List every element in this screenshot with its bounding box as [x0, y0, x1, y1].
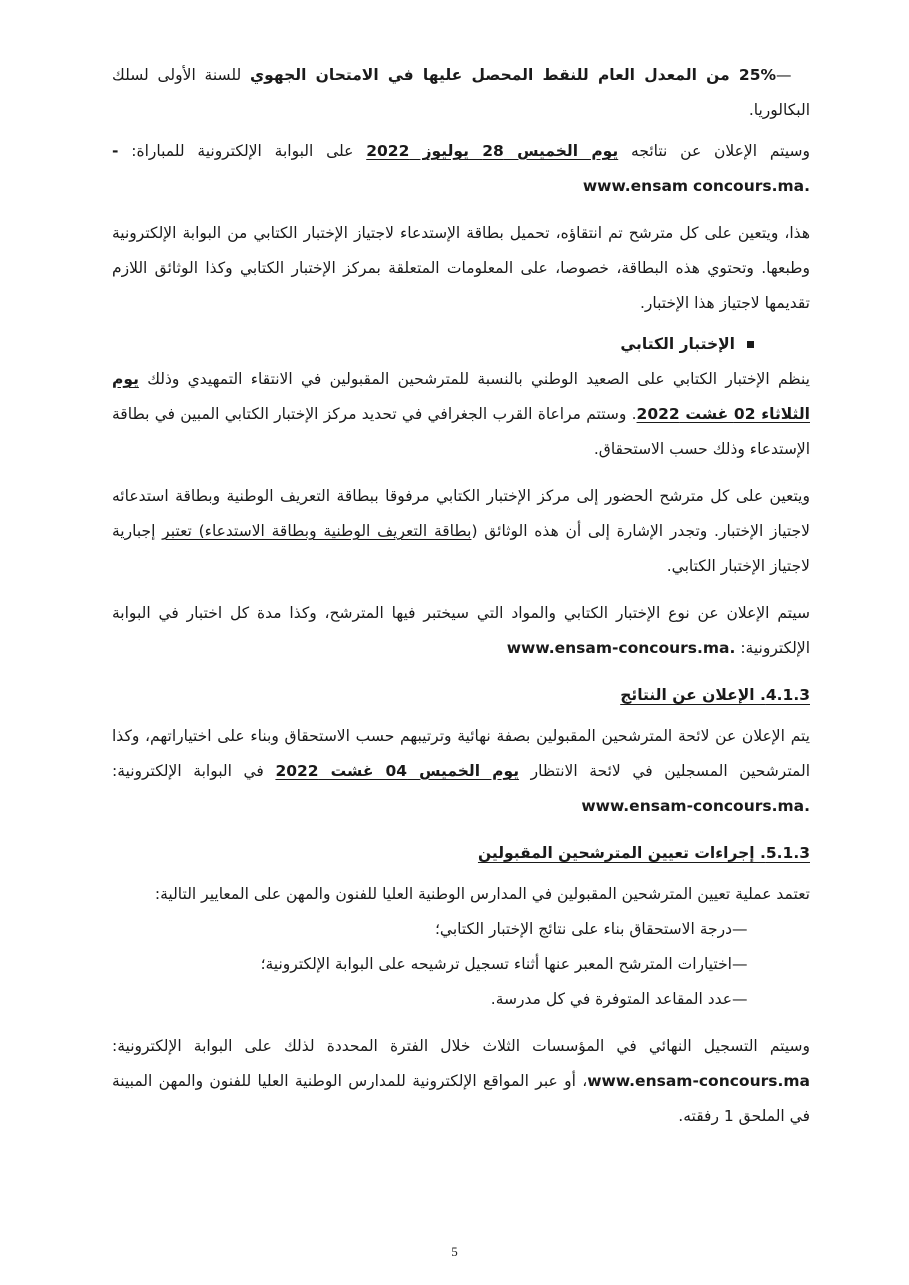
results-announcement: وسيتم الإعلان عن نتائجه يوم الخميس 28 يوليوز 2022 على البوابة الإلكترونية للمباراة: -www.ensam concours.ma.	[112, 142, 811, 195]
results-date: يوم الخميس 28 يوليوز 2022	[366, 142, 619, 160]
bold-criterion: 25% من المعدل العام للنقط المحصل عليها في الامتحان الجهوي	[249, 66, 777, 84]
criteria-line-25pct: —25% من المعدل العام للنقط المحصل عليها في الامتحان الجهوي للسنة الأولى لسلك البكالوريا.	[112, 58, 810, 128]
section-4-1-3-paragraph: يتم الإعلان عن لائحة المترشحين المقبولين بصفة نهائية وترتيبهم حسب الاستحقاق وبناء على اختياراتهم، وكذا المترشحين المسجلين في لائحة الانتظار يوم الخميس 04 غشت 2022 في البوابة الإلكترونية: www.ensam-concours.ma.	[112, 727, 810, 815]
exam-date: يوم الثلاثاء 02 غشت 2022	[112, 370, 810, 423]
written-exam-heading: الإختبار الكتابي	[112, 327, 810, 362]
exam-type-paragraph: سيتم الإعلان عن نوع الإختبار الكتابي والمواد التي سيختبر فيها المترشح، وكذا مدة كل اختبار في البوابة الإلكترونية: www.ensam-concours.ma.	[112, 604, 810, 657]
criteria-item: —عدد المقاعد المتوفرة في كل مدرسة.	[490, 990, 748, 1008]
written-exam-paragraph: ينظم الإختبار الكتابي على الصعيد الوطني بالنسبة للمترشحين المقبولين في الانتقاء التمهيدي وذلك يوم الثلاثاء 02 غشت 2022. وستتم مراعاة القرب الجغرافي في تحديد مركز الإختبار الكتابي المبين في بطاقة الإستدعاء وذلك حسب الاستحقاق.	[112, 370, 810, 458]
attendance-paragraph: ويتعين على كل مترشح الحضور إلى مركز الإختبار الكتابي مرفوقا ببطاقة التعريف الوطنية وبطاقة استدعائه لاجتياز الإختبار. وتجدر الإشارة إلى أن هذه الوثائق (بطاقة التعريف الوطنية وبطاقة الاستدعاء) تعتبر إجبارية لاجتياز الإختبار الكتابي.	[112, 487, 810, 575]
portal-link[interactable]: www.ensam-concours.ma	[587, 1072, 810, 1090]
section-4-1-3-title: 4.1.3. الإعلان عن النتائج	[620, 686, 810, 704]
final-results-date: يوم الخميس 04 غشت 2022	[275, 762, 520, 780]
document-body	[112, 58, 810, 1134]
portal-link[interactable]: -www.ensam	[112, 142, 689, 195]
section-5-1-3-title: 5.1.3. إجراءات تعيين المترشحين المقبولين	[477, 844, 810, 862]
criteria-item: —درجة الاستحقاق بناء على نتائج الإختبار الكتابي؛	[434, 920, 748, 938]
dash-mark: —	[776, 66, 792, 84]
required-documents: بطاقة التعريف الوطنية وبطاقة الاستدعاء) تعتبر	[162, 522, 472, 540]
square-bullet-icon	[747, 341, 754, 348]
convocation-card-paragraph: هذا، ويتعين على كل مترشح تم انتقاؤه، تحميل بطاقة الإستدعاء لاجتياز الإختبار الكتابي من البوابة الإلكترونية وطبعها. وتحتوي هذه البطاقة، خصوصا، على المعلومات المتعلقة بمركز الإختبار الكتابي وكذا الوثائق اللازم تقديمها لاجتياز هذا الإختبار.	[112, 224, 810, 312]
portal-link-continued[interactable]: concours.ma.	[693, 177, 810, 195]
portal-link[interactable]: www.ensam-concours.ma.	[506, 639, 736, 657]
final-registration-paragraph: وسيتم التسجيل النهائي في المؤسسات الثلاث خلال الفترة المحددة لذلك على البوابة الإلكترونية: www.ensam-concours.ma، أو عبر المواقع الإلكترونية للمدارس الوطنية العليا للفنون والمهن المبينة في الملحق 1 رفقته.	[112, 1037, 810, 1125]
page-number: 5	[451, 1244, 458, 1259]
portal-link[interactable]: www.ensam-concours.ma.	[581, 797, 810, 815]
section-5-1-3-intro: تعتمد عملية تعيين المترشحين المقبولين في المدارس الوطنية العليا للفنون والمهن على المعايير التالية:	[154, 885, 810, 903]
criteria-item: —اختيارات المترشح المعبر عنها أثناء تسجيل ترشيحه على البوابة الإلكترونية؛	[260, 955, 748, 973]
